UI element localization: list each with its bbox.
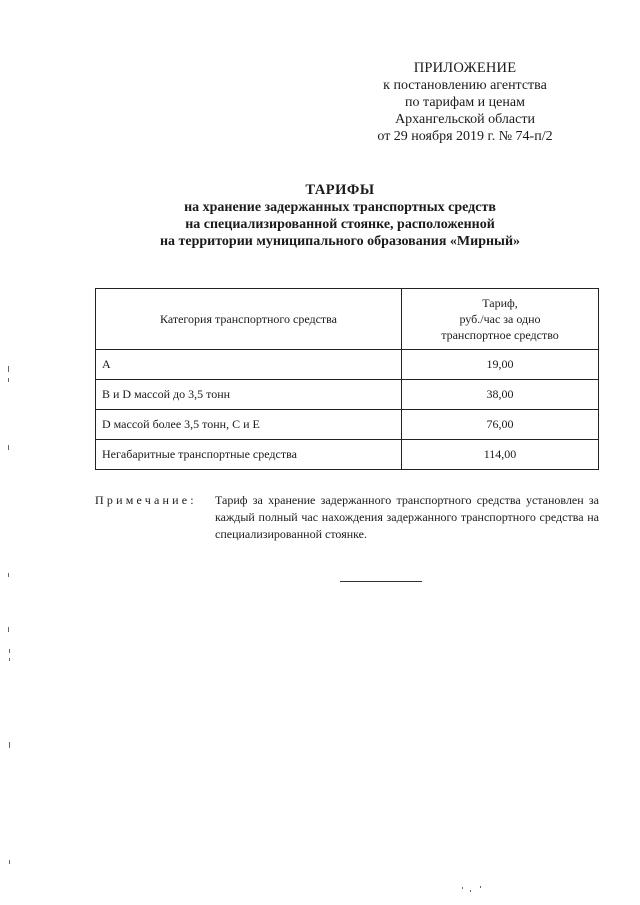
header-category: Категория транспортного средства [96,289,402,350]
cell-category: Негабаритные транспортные средства [96,440,402,470]
table-row [96,380,599,410]
table-row [96,440,599,470]
header-tariff-line: транспортное средство [441,328,559,342]
scan-speck [9,649,10,653]
table-row [96,410,599,440]
cell-tariff: 19,00 [402,350,599,380]
appendix-line: к постановлению агентства [383,78,547,93]
header-tariff-line: Тариф, [482,296,518,310]
table-row [96,350,599,380]
scan-speck [8,378,9,382]
scan-speck [462,887,463,889]
title-line: на специализированной стоянке, расположенной [185,217,495,232]
appendix-line: Архангельской области [395,112,535,127]
scan-speck [8,366,9,372]
header-tariff-line: руб./час за одно [459,312,541,326]
cell-category: D массой более 3,5 тонн, C и E [96,410,402,440]
title-line: на территории муниципального образования «Мирный» [159,234,521,249]
note-text: Тариф за хранение задержанного транспортного средства установлен за каждый полный час нахождения задержанного транспортного средства на специализированной стоянке. [215,493,599,541]
cell-tariff: 76,00 [402,410,599,440]
scan-speck [9,860,10,864]
title-main: ТАРИФЫ [305,182,375,198]
tariff-table [95,288,599,470]
cell-category: B и D массой до 3,5 тонн [96,380,402,410]
appendix-line: от 29 ноября 2019 г. № 74-п/2 [377,129,553,144]
cell-tariff: 114,00 [402,440,599,470]
scan-speck [480,886,481,888]
appendix-block [360,60,570,145]
scan-speck [9,658,10,661]
document-title [100,182,580,250]
scan-speck [470,890,471,892]
title-line: на хранение задержанных транспортных средств [184,200,496,215]
closing-divider [340,581,422,582]
cell-category: A [96,350,402,380]
header-tariff [402,289,599,350]
scan-speck [8,573,9,577]
appendix-heading: ПРИЛОЖЕНИЕ [413,60,517,76]
scan-speck [8,445,9,450]
appendix-line: по тарифам и ценам [405,95,525,110]
scan-speck [8,627,9,632]
cell-tariff: 38,00 [402,380,599,410]
scan-speck [9,742,10,748]
note-label: Примечание: [95,493,197,507]
table-header-row [96,289,599,350]
